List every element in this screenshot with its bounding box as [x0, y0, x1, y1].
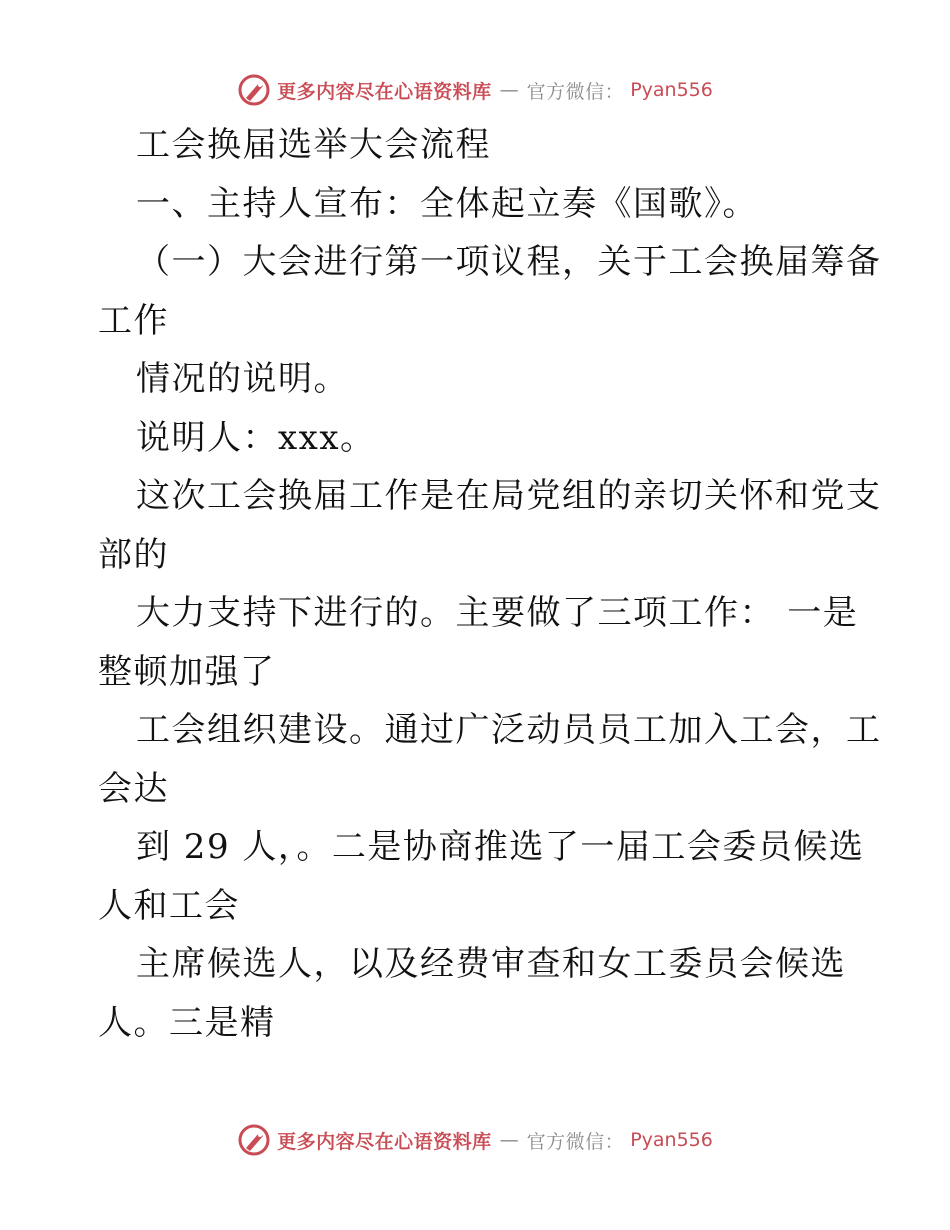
document-line: 人。三是精 [98, 1002, 276, 1043]
document-line: 情况的说明。 [136, 359, 349, 399]
watermark-separator: — [499, 79, 519, 101]
document-line: 这次工会换届工作是在局党组的亲切关怀和党支 [136, 476, 882, 516]
watermark-text: 更多内容尽在心语资料库 [277, 80, 492, 103]
wechat-id: Pyan556 [630, 79, 713, 101]
document-line: 一、主持人宣布：全体起立奏《国歌》。 [136, 183, 758, 224]
document-line: 工作 [98, 300, 169, 341]
document-line: （一）大会进行第一项议程，关于工会换届筹备 [136, 242, 882, 282]
watermark-text: 更多内容尽在心语资料库 [277, 1130, 492, 1153]
wechat-id: Pyan556 [630, 1129, 713, 1151]
document-line: 到 29 人，。二是协商推选了一届工会委员候选 [136, 827, 865, 867]
document-line: 说明人：xxx。 [136, 417, 376, 458]
document-line: 工会组织建设。通过广泛动员员工加入工会，工 [136, 710, 882, 750]
document-line: 人和工会 [98, 885, 240, 926]
document-line: 部的 [98, 534, 169, 575]
footer-watermark-banner [0, 1120, 950, 1160]
document-line: 主席候选人，以及经费审查和女工委员会候选 [136, 944, 846, 984]
document-body [98, 116, 882, 1052]
wechat-label: 官方微信： [526, 1130, 625, 1153]
watermark-separator: — [499, 1129, 519, 1151]
wechat-label: 官方微信： [526, 80, 625, 103]
document-line: 大力支持下进行的。主要做了三项工作： 一是 [136, 593, 859, 633]
pen-logo-icon [237, 73, 271, 107]
document-title: 工会换届选举大会流程 [136, 125, 491, 165]
document-line: 整顿加强了 [98, 651, 276, 692]
pen-logo-icon [237, 1123, 271, 1157]
header-watermark-banner [0, 70, 950, 110]
document-line: 会达 [98, 768, 169, 809]
